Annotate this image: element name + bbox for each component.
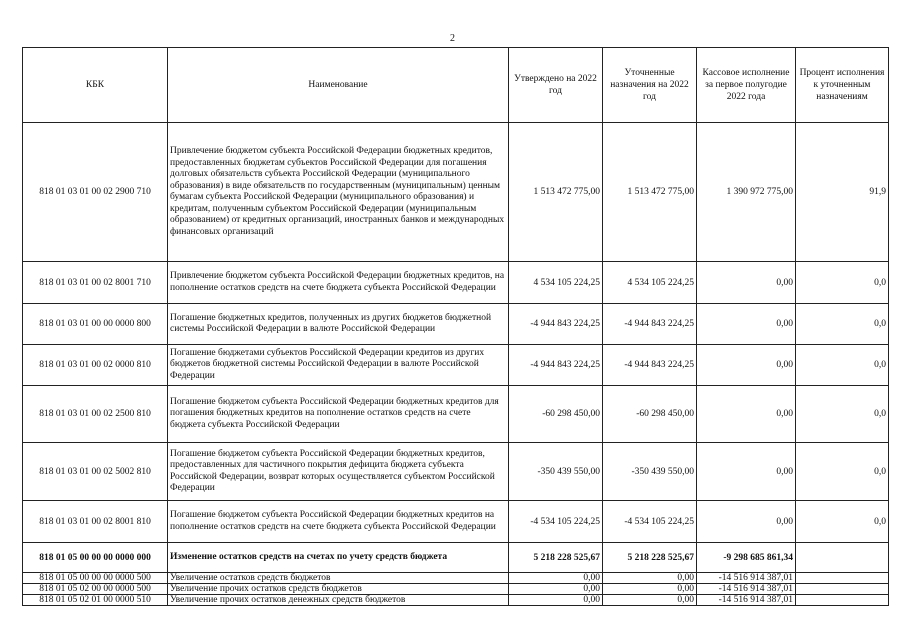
table-row bbox=[23, 123, 889, 262]
page-number: 2 bbox=[450, 33, 455, 44]
cash-cell: -14 516 914 387,01 bbox=[697, 584, 796, 595]
cash-cell: 0,00 bbox=[697, 304, 796, 345]
percent-cell bbox=[796, 573, 889, 584]
name-cell: Погашение бюджетом субъекта Российской Федерации бюджетных кредитов, предоставленных для частичного покрытия дефицита бюджета субъекта Российской Федерации, возврат которых осуществляется субъектом Российской Федерации bbox=[168, 443, 509, 501]
kbk-cell: 818 01 03 01 00 02 8001 810 bbox=[23, 501, 168, 543]
table-row bbox=[23, 443, 889, 501]
name-cell: Погашение бюджетных кредитов, полученных из других бюджетов бюджетной системы Российской Федерации в валюте Российской Федерации bbox=[168, 304, 509, 345]
revised-cell: 1 513 472 775,00 bbox=[603, 123, 697, 262]
table-row bbox=[23, 501, 889, 543]
approved-cell: 0,00 bbox=[509, 595, 603, 606]
percent-cell bbox=[796, 595, 889, 606]
approved-cell: -60 298 450,00 bbox=[509, 386, 603, 443]
table-row-total bbox=[23, 543, 889, 573]
kbk-cell: 818 01 03 01 00 00 0000 800 bbox=[23, 304, 168, 345]
revised-cell: -4 534 105 224,25 bbox=[603, 501, 697, 543]
percent-cell: 0,0 bbox=[796, 501, 889, 543]
percent-cell bbox=[796, 543, 889, 573]
name-cell: Увеличение прочих остатков средств бюджетов bbox=[168, 584, 509, 595]
table-row bbox=[23, 584, 889, 595]
revised-cell: -4 944 843 224,25 bbox=[603, 345, 697, 386]
table-header-row bbox=[23, 48, 889, 123]
approved-cell: 0,00 bbox=[509, 584, 603, 595]
header-percent: Процент исполнения к уточненным назначениям bbox=[796, 48, 889, 123]
percent-cell: 0,0 bbox=[796, 386, 889, 443]
cash-cell: 1 390 972 775,00 bbox=[697, 123, 796, 262]
revised-cell: -4 944 843 224,25 bbox=[603, 304, 697, 345]
kbk-cell: 818 01 05 02 00 00 0000 500 bbox=[23, 584, 168, 595]
cash-cell: 0,00 bbox=[697, 501, 796, 543]
revised-cell: -60 298 450,00 bbox=[603, 386, 697, 443]
kbk-cell: 818 01 05 00 00 00 0000 500 bbox=[23, 573, 168, 584]
cash-cell: -14 516 914 387,01 bbox=[697, 573, 796, 584]
table-row bbox=[23, 595, 889, 606]
name-cell: Погашение бюджетом субъекта Российской Федерации бюджетных кредитов на пополнение остатков средств на счете бюджета субъекта Российской Федерации bbox=[168, 501, 509, 543]
revised-cell: 4 534 105 224,25 bbox=[603, 262, 697, 304]
cash-cell: -9 298 685 861,34 bbox=[697, 543, 796, 573]
revised-cell: 0,00 bbox=[603, 584, 697, 595]
kbk-cell: 818 01 05 02 01 00 0000 510 bbox=[23, 595, 168, 606]
name-cell: Погашение бюджетами субъектов Российской Федерации кредитов из других бюджетов бюджетной системы Российской Федерации в валюте Российской Федерации bbox=[168, 345, 509, 386]
cash-cell: 0,00 bbox=[697, 345, 796, 386]
kbk-cell: 818 01 03 01 00 02 2500 810 bbox=[23, 386, 168, 443]
name-cell: Привлечение бюджетом субъекта Российской Федерации бюджетных кредитов, предоставленных бюджетам субъектов Российской Федерации для погашения долговых обязательств субъекта Российской Федерации (муниципального образования) в виде обязательств по государственным (муниципальным) ценным бумагам субъекта Российской Федерации (муниципального образования) и кредитам, полученным субъектом Российской Федерации (муниципальным образованием) от кредитных организаций, иностранных банков и международных финансовых организаций bbox=[168, 123, 509, 262]
percent-cell bbox=[796, 584, 889, 595]
cash-cell: 0,00 bbox=[697, 262, 796, 304]
name-cell: Погашение бюджетом субъекта Российской Федерации бюджетных кредитов для погашения бюджетных кредитов на пополнение остатков средств на счете бюджета субъекта Российской Федерации bbox=[168, 386, 509, 443]
name-cell: Увеличение прочих остатков денежных средств бюджетов bbox=[168, 595, 509, 606]
percent-cell: 0,0 bbox=[796, 262, 889, 304]
approved-cell: 1 513 472 775,00 bbox=[509, 123, 603, 262]
cash-cell: 0,00 bbox=[697, 443, 796, 501]
header-approved: Утверждено на 2022 год bbox=[509, 48, 603, 123]
kbk-cell: 818 01 03 01 00 02 2900 710 bbox=[23, 123, 168, 262]
approved-cell: 4 534 105 224,25 bbox=[509, 262, 603, 304]
approved-cell: -350 439 550,00 bbox=[509, 443, 603, 501]
name-cell: Увеличение остатков средств бюджетов bbox=[168, 573, 509, 584]
approved-cell: -4 944 843 224,25 bbox=[509, 304, 603, 345]
kbk-cell: 818 01 05 00 00 00 0000 000 bbox=[23, 543, 168, 573]
revised-cell: 5 218 228 525,67 bbox=[603, 543, 697, 573]
percent-cell: 91,9 bbox=[796, 123, 889, 262]
percent-cell: 0,0 bbox=[796, 443, 889, 501]
kbk-cell: 818 01 03 01 00 02 8001 710 bbox=[23, 262, 168, 304]
header-cash: Кассовое исполнение за первое полугодие 2022 года bbox=[697, 48, 796, 123]
table-row bbox=[23, 304, 889, 345]
budget-table bbox=[22, 47, 889, 606]
table-row bbox=[23, 262, 889, 304]
percent-cell: 0,0 bbox=[796, 304, 889, 345]
percent-cell: 0,0 bbox=[796, 345, 889, 386]
cash-cell: -14 516 914 387,01 bbox=[697, 595, 796, 606]
table-row bbox=[23, 386, 889, 443]
name-cell: Изменение остатков средств на счетах по учету средств бюджета bbox=[168, 543, 509, 573]
name-cell: Привлечение бюджетом субъекта Российской Федерации бюджетных кредитов, на пополнение остатков средств на счете бюджета субъекта Российской Федерации bbox=[168, 262, 509, 304]
kbk-cell: 818 01 03 01 00 02 0000 810 bbox=[23, 345, 168, 386]
approved-cell: -4 534 105 224,25 bbox=[509, 501, 603, 543]
header-revised: Уточненные назначения на 2022 год bbox=[603, 48, 697, 123]
cash-cell: 0,00 bbox=[697, 386, 796, 443]
approved-cell: 5 218 228 525,67 bbox=[509, 543, 603, 573]
header-name: Наименование bbox=[168, 48, 509, 123]
table-row bbox=[23, 345, 889, 386]
header-kbk: КБК bbox=[23, 48, 168, 123]
revised-cell: -350 439 550,00 bbox=[603, 443, 697, 501]
revised-cell: 0,00 bbox=[603, 595, 697, 606]
approved-cell: -4 944 843 224,25 bbox=[509, 345, 603, 386]
approved-cell: 0,00 bbox=[509, 573, 603, 584]
revised-cell: 0,00 bbox=[603, 573, 697, 584]
kbk-cell: 818 01 03 01 00 02 5002 810 bbox=[23, 443, 168, 501]
table-row bbox=[23, 573, 889, 584]
